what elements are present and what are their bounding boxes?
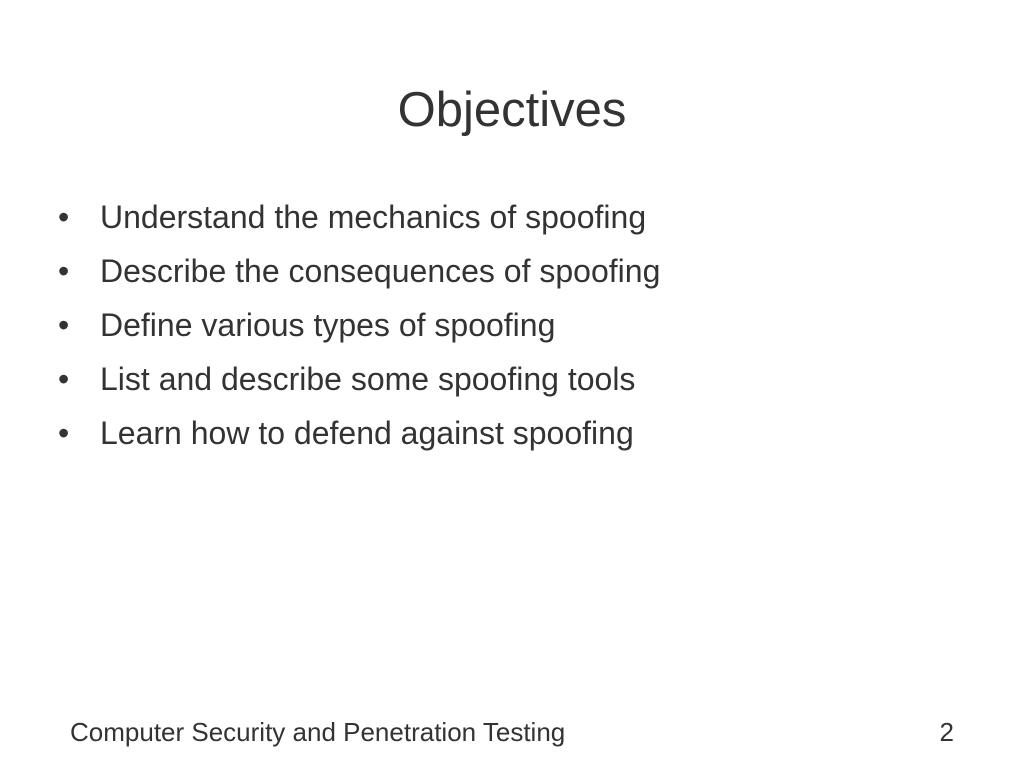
bullet-icon: • — [58, 361, 70, 397]
bullet-icon: • — [58, 253, 70, 289]
list-item — [58, 190, 978, 244]
footer-course-title: Computer Security and Penetration Testing — [70, 717, 566, 747]
list-item-text: List and describe some spoofing tools — [100, 361, 636, 397]
list-item — [58, 298, 978, 352]
bullet-icon: • — [58, 307, 70, 343]
footer-page-number: 2 — [939, 717, 954, 747]
list-item — [58, 352, 978, 406]
slide-title: Objectives — [397, 83, 627, 137]
objectives-list — [58, 190, 978, 460]
list-item-text: Define various types of spoofing — [100, 307, 556, 343]
list-item — [58, 244, 978, 298]
bullet-icon: • — [58, 415, 70, 451]
list-item — [58, 406, 978, 460]
bullet-icon: • — [58, 199, 70, 235]
list-item-text: Learn how to defend against spoofing — [100, 415, 634, 451]
list-item-text: Understand the mechanics of spoofing — [100, 199, 647, 235]
list-item-text: Describe the consequences of spoofing — [100, 253, 661, 289]
